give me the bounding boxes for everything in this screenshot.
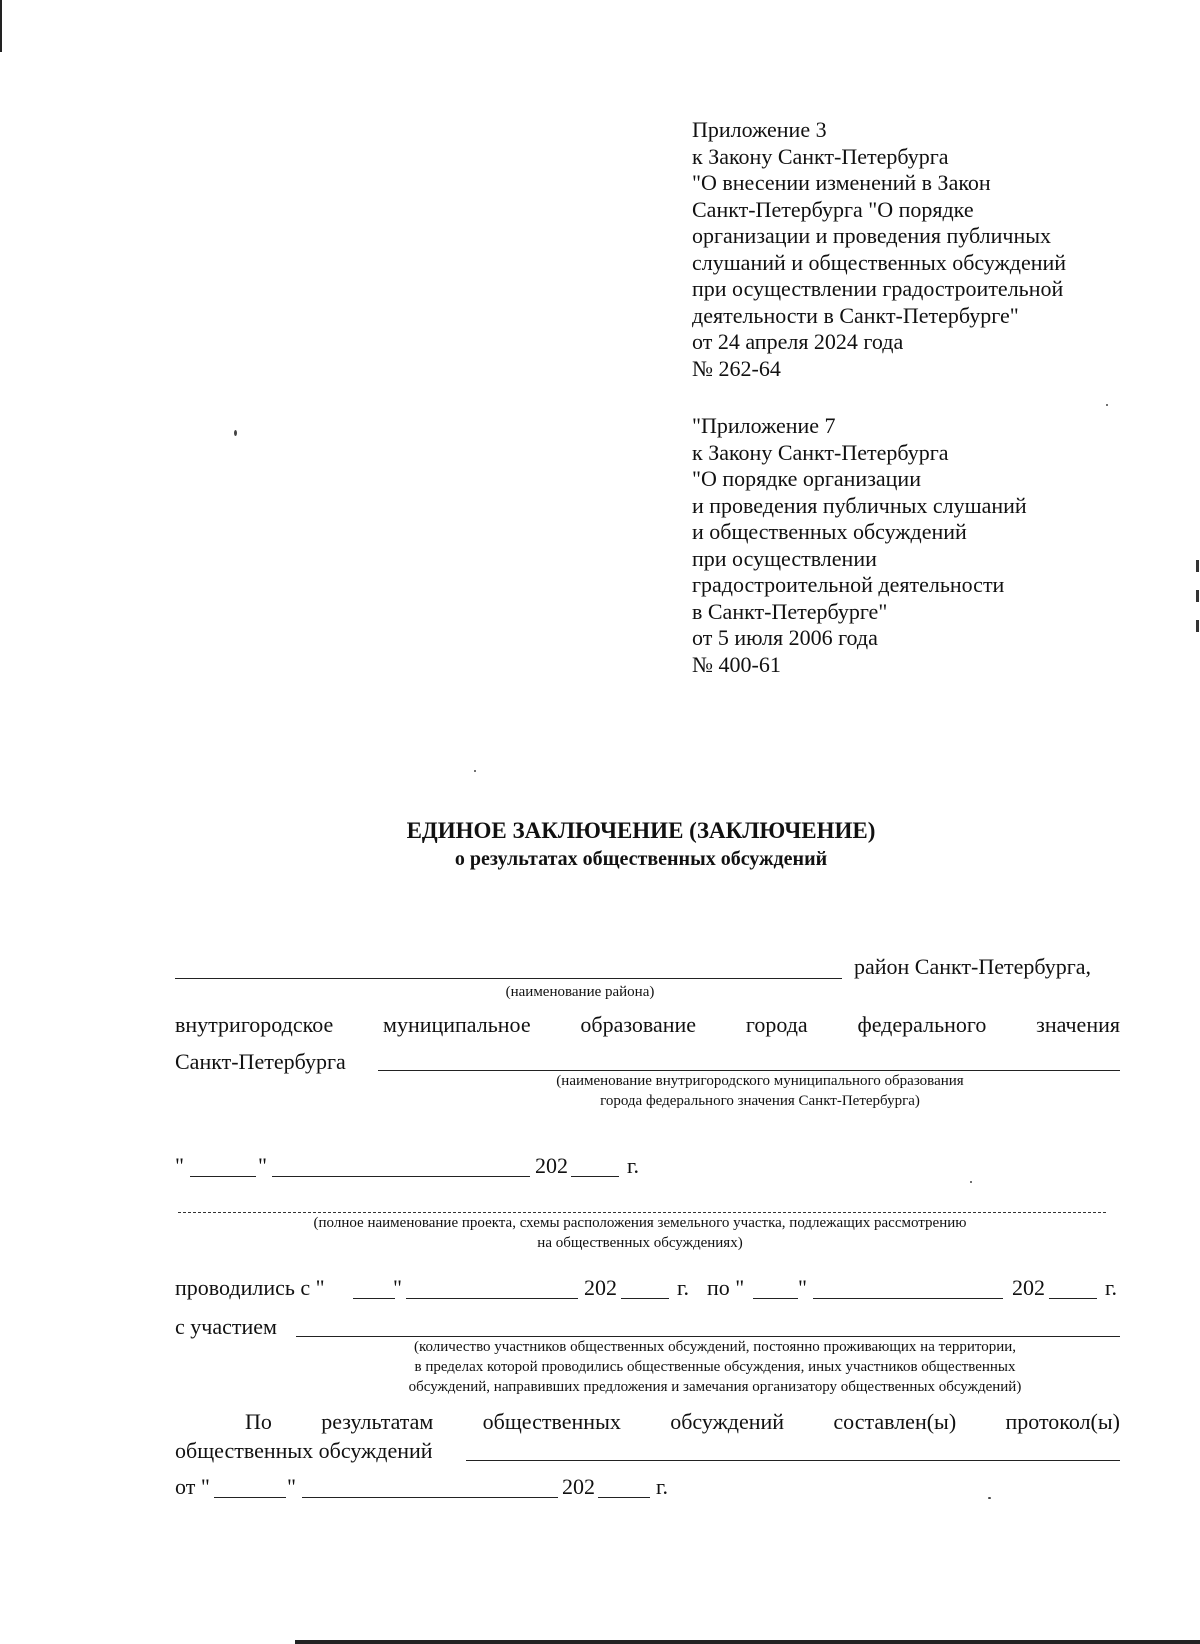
- protocol-year-field[interactable]: [598, 1497, 650, 1498]
- date-year-field[interactable]: [571, 1176, 619, 1177]
- protocol-day-field[interactable]: [214, 1497, 286, 1498]
- results-word: результатам: [321, 1409, 434, 1434]
- date-day-field[interactable]: [190, 1176, 256, 1177]
- date-year-prefix: 202: [535, 1153, 568, 1178]
- appendix-line: "Приложение 7: [692, 413, 836, 438]
- scan-speck: [988, 1497, 991, 1499]
- appendix-7-block: [692, 413, 1027, 678]
- participants-field[interactable]: [296, 1336, 1120, 1337]
- appendix-line: слушаний и общественных обсуждений: [692, 249, 1067, 275]
- held-to-month-field[interactable]: [813, 1298, 1003, 1299]
- appendix-line: и проведения публичных слушаний: [692, 492, 1027, 518]
- participants-caption-3: обсуждений, направивших предложения и замечания организатору общественных обсуждений): [408, 1379, 1022, 1395]
- document-title: ЕДИНОЕ ЗАКЛЮЧЕНИЕ (ЗАКЛЮЧЕНИЕ): [406, 818, 876, 843]
- appendix-line: при осуществлении: [692, 545, 877, 571]
- held-from-label: проводились с ": [175, 1275, 325, 1300]
- municipal-word: образование: [580, 1012, 697, 1037]
- participation-label: с участием: [175, 1314, 277, 1339]
- appendix-line: и общественных обсуждений: [692, 519, 967, 544]
- appendix-line: "О внесении изменений в Закон: [692, 170, 991, 195]
- results-line-2: общественных обсуждений: [175, 1438, 433, 1463]
- appendix-line: при осуществлении градостроительной: [692, 276, 1064, 301]
- document-subtitle: о результатах общественных обсуждений: [454, 848, 828, 870]
- municipal-line: [175, 1012, 1120, 1038]
- municipal-caption-1: (наименование внутригородского муниципального образования: [556, 1073, 964, 1089]
- appendix-line: деятельности в Санкт-Петербурге": [692, 302, 1019, 328]
- appendix-line: "О порядке организации: [692, 466, 921, 491]
- held-from-month-field[interactable]: [406, 1298, 578, 1299]
- held-to-label: по ": [707, 1275, 745, 1300]
- results-word: составлен(ы): [833, 1409, 957, 1434]
- municipal-word: внутригородское: [175, 1012, 334, 1037]
- held-to-year-field[interactable]: [1049, 1298, 1097, 1299]
- municipal-caption-2: города федерального значения Санкт-Петербурга): [600, 1093, 920, 1109]
- district-caption: (наименование района): [505, 984, 655, 1000]
- held-from-year-suffix: г.: [677, 1275, 690, 1300]
- held-from-year-prefix: 202: [584, 1275, 617, 1300]
- results-word: По: [245, 1409, 272, 1434]
- date-quote-open: ": [175, 1153, 184, 1178]
- scan-speck: [1106, 404, 1108, 406]
- scan-speck: [234, 430, 237, 436]
- municipal-word: муниципальное: [383, 1012, 531, 1037]
- participants-caption-2: в пределах которой проводились общественные обсуждения, иных участников общественных: [414, 1359, 1016, 1375]
- appendix-line: к Закону Санкт-Петербурга: [692, 439, 949, 465]
- results-line-1: [245, 1409, 1120, 1435]
- project-caption-2: на общественных обсуждениях): [537, 1235, 743, 1251]
- held-from-quote-close: ": [393, 1275, 402, 1300]
- results-word: общественных: [482, 1409, 621, 1434]
- participants-caption-1: (количество участников общественных обсуждений, постоянно проживающих на территории,: [413, 1339, 1017, 1355]
- municipal-word: федерального: [857, 1012, 987, 1037]
- appendix-line: Санкт-Петербурга "О порядке: [692, 196, 974, 222]
- appendix-line: организации и проведения публичных: [692, 223, 1052, 248]
- protocol-month-field[interactable]: [302, 1497, 558, 1498]
- appendix-line: от 24 апреля 2024 года: [692, 329, 904, 354]
- municipal-word: значения: [1036, 1012, 1120, 1037]
- held-to-day-field[interactable]: [753, 1298, 798, 1299]
- district-name-field[interactable]: [175, 978, 842, 979]
- results-word: обсуждений: [670, 1409, 785, 1434]
- project-name-field[interactable]: [178, 1212, 1106, 1213]
- held-to-year-prefix: 202: [1012, 1275, 1045, 1300]
- scan-edge-bottom: [295, 1640, 1200, 1644]
- results-word: протокол(ы): [1005, 1409, 1120, 1434]
- date-month-field[interactable]: [272, 1176, 530, 1177]
- protocol-field[interactable]: [466, 1460, 1120, 1461]
- protocol-from-label: от ": [175, 1474, 210, 1499]
- appendix-line: от 5 июля 2006 года: [692, 625, 878, 650]
- spb-label: Санкт-Петербурга: [175, 1049, 346, 1074]
- date-quote-close: ": [258, 1153, 267, 1178]
- appendix-line: Приложение 3: [692, 117, 827, 142]
- scan-speck: [474, 770, 476, 772]
- appendix-line: к Закону Санкт-Петербурга: [692, 143, 949, 169]
- held-from-day-field[interactable]: [353, 1298, 395, 1299]
- scan-edge-right: [1196, 560, 1199, 650]
- appendix-line: градостроительной деятельности: [692, 572, 1005, 597]
- protocol-year-suffix: г.: [656, 1474, 669, 1499]
- held-from-year-field[interactable]: [621, 1298, 669, 1299]
- scan-speck: [970, 1181, 972, 1183]
- date-year-suffix: г.: [627, 1153, 640, 1178]
- held-to-quote-close: ": [798, 1275, 807, 1300]
- district-suffix: район Санкт-Петербурга,: [854, 954, 1092, 979]
- project-caption-1: (полное наименование проекта, схемы расположения земельного участка, подлежащих рассмотрению: [313, 1215, 967, 1231]
- appendix-line: в Санкт-Петербурге": [692, 598, 888, 624]
- municipal-name-field[interactable]: [378, 1070, 1120, 1071]
- appendix-line: № 262-64: [692, 355, 781, 381]
- held-to-year-suffix: г.: [1105, 1275, 1118, 1300]
- protocol-year-prefix: 202: [562, 1474, 595, 1499]
- municipal-word: города: [745, 1012, 808, 1037]
- protocol-quote-close: ": [287, 1474, 296, 1499]
- appendix-3-block: [692, 117, 1066, 382]
- scan-edge-left: [0, 0, 2, 52]
- appendix-line: № 400-61: [692, 651, 781, 677]
